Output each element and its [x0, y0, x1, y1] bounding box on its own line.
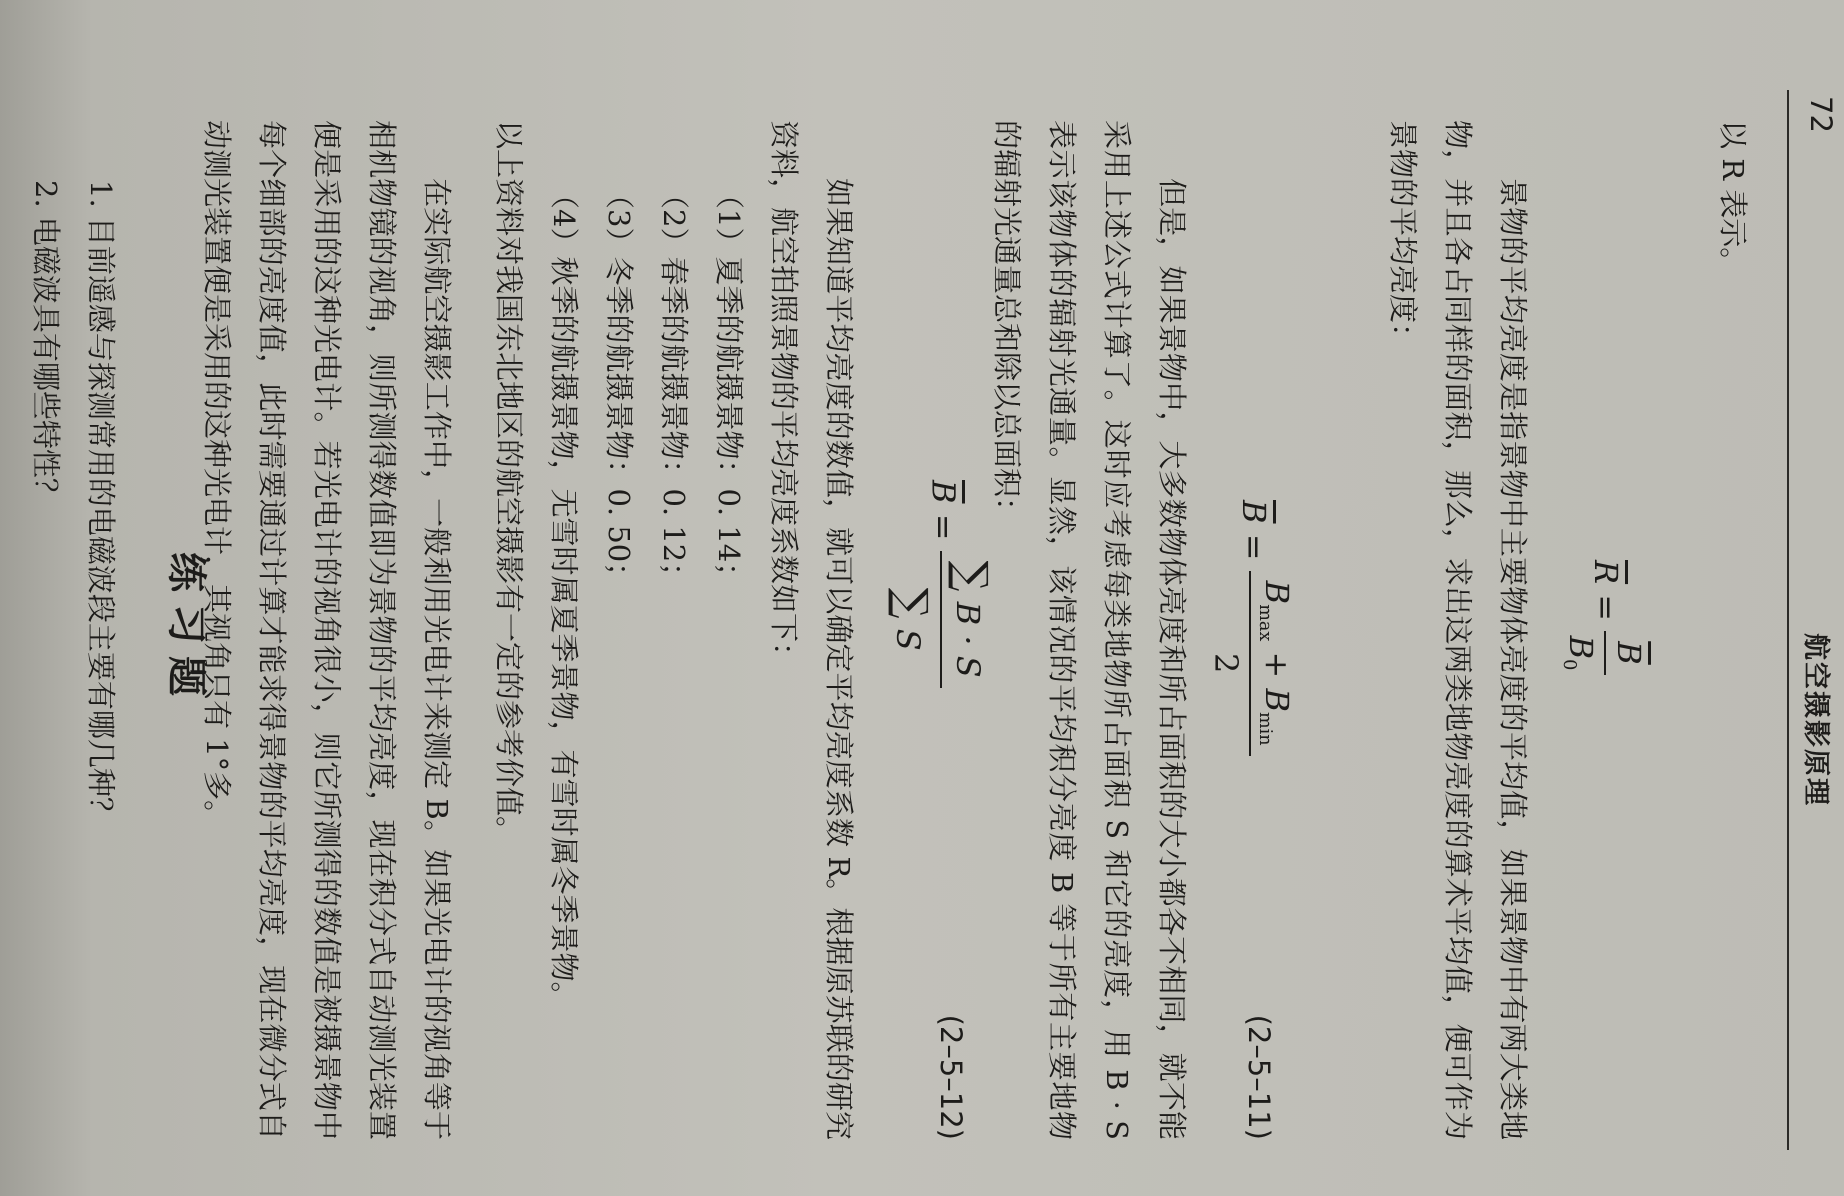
exercise-item: 2. 电磁波具有哪些特性？	[29, 180, 63, 507]
list-item: （1）夏季的航摄景物：0. 14；	[712, 180, 746, 592]
eq-denominator: B	[1562, 635, 1600, 660]
running-header: 航空摄影原理	[1800, 633, 1831, 807]
eq12-lhs: $\overline{B}$	[924, 480, 963, 504]
exercise-item: 1. 目前遥感与探测常用的电磁波段主要有哪几种？	[84, 180, 118, 826]
section-title-exercises: 练习题	[163, 552, 209, 708]
equation-2-5-11: $\overline{B}$ = $B_{max} + B_{min}$ 2 (2–5–11)	[1206, 500, 1296, 1140]
eq12-denominator: S	[889, 628, 927, 651]
eq12-sigma-bottom: ∑	[886, 587, 936, 619]
paragraph-photometer: 在实际航空摄影工作中，一般利用光电计来测定 B。如果光电计的视角等于相机物镜的视角，则所测得数值即为景物的平均亮度，现在积分式自动测光装置便是采用的这种光电计。若光电计的视角很小，则它所测得的数值是被摄景物中每个细部的亮度值，此时需要通过计算才能求得景物的平均亮度，现在微分式自动测光装置便是采用的这种光电计，其视角只有 1°多。	[200, 120, 454, 1140]
eq-denominator-sub: 0	[1558, 659, 1579, 671]
header-rule	[1787, 90, 1789, 1150]
eq12-numerator: B · S	[949, 601, 987, 678]
eq12-sigma-top: ∑	[946, 560, 996, 592]
eq11-term-a: B	[1258, 580, 1296, 605]
eq11-fraction	[1207, 571, 1296, 756]
paragraph-average-brightness: 景物的平均亮度是指景物中主要物体亮度的平均值，如果景物中有两大类地物，并且各占同样的面积，那么，求出这两类地物亮度的算术平均值，便可作为景物的平均亮度：	[1386, 120, 1530, 1140]
equation-r-ratio: $\overline{R}$ = $\overline{B}$ $B_0$	[1528, 120, 1648, 1140]
paragraph-coefficient: 如果知道平均亮度的数值，就可以确定平均亮度系数 R。根据原苏联的研究资料，航空拍照景物的平均亮度系数如下：	[767, 120, 856, 1140]
eq11-term-a-sub: max	[1254, 604, 1275, 642]
list-item: （3）冬季的航摄景物：0. 50；	[602, 180, 636, 592]
eq12-fraction	[886, 551, 996, 688]
page-number: 72	[1804, 96, 1838, 133]
eq11-denominator: 2	[1206, 652, 1245, 674]
equation-number-12: (2–5–12)	[934, 1014, 968, 1140]
equation-2-5-12: $\overline{B}$ = ∑ B · S ∑ S (2–5–12)	[886, 480, 996, 1140]
list-item: （2）春季的航摄景物：0. 12；	[657, 180, 691, 592]
equation-number-11: (2–5–11)	[1242, 1014, 1276, 1140]
paragraph-reference-value: 以上资料对我国东北地区的航空摄影有一定的参考价值。	[492, 120, 526, 846]
eq11-lhs: $\overline{B}$	[1234, 500, 1273, 524]
eq11-term-b-sub: min	[1254, 711, 1275, 746]
paragraph-intro: 以 R 表示。	[1716, 120, 1750, 277]
eq11-term-b: B	[1258, 688, 1296, 712]
eq-lhs: $\overline{R}$	[1586, 560, 1625, 585]
eq11-plus: +	[1258, 651, 1296, 679]
list-item: （4）秋季的航摄景物，无雪时属夏季景物，有雪时属冬季景物。	[547, 180, 581, 1011]
eq-fraction	[1559, 631, 1648, 675]
eq-numerator: $\overline{B}$	[1610, 641, 1648, 665]
paragraph-integral-brightness: 但是，如果景物中，大多数物体亮度和所占面积的大小都各不相同，就不能采用上述公式计算了。这时应考虑每类地物所占面积 S 和它的亮度，用 B · S 表示该物体的辐射光通量。显然，该情况的平均积分亮度 B 等于所有主要地物的辐射光通量总和除以总面积：	[990, 120, 1189, 1140]
